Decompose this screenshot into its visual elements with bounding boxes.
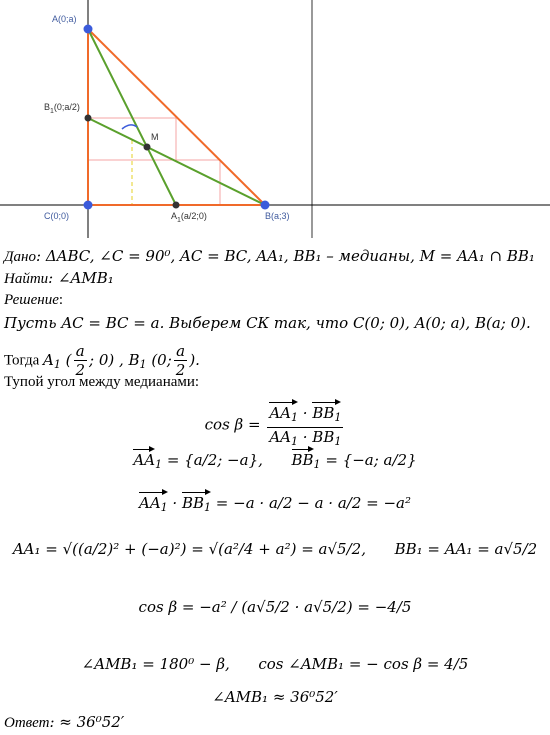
let-text: Пусть AC = BC = a. Выберем СК так, что C(0; 0), A(0; a), B(a; 0). bbox=[4, 314, 531, 332]
let-line bbox=[4, 313, 531, 334]
answer-body: : ≈ 36⁰52′ bbox=[49, 713, 125, 731]
answer-line bbox=[4, 712, 124, 733]
point-a1-coords: $A_1$ ( $\frac{a}{2}$ ; 0) , $B_1$ (0; $\frac{a}{2}$ ). bbox=[42, 342, 200, 379]
solution-label: Решение bbox=[4, 292, 59, 308]
find-line bbox=[4, 268, 114, 289]
geometry-figure bbox=[0, 0, 550, 245]
given-line bbox=[4, 246, 535, 267]
point-c bbox=[84, 201, 93, 210]
label-a1: $A_1(a/2;0)$ bbox=[171, 211, 207, 224]
obtuse-angle-text: Тупой угол между медианами: bbox=[4, 374, 200, 390]
find-label: Найти bbox=[4, 271, 49, 287]
given-body: : ΔABC, ∠C = 90⁰, AC = BC, AA₁, BB₁ – медианы, M = AA₁ ∩ BB₁ bbox=[36, 247, 535, 265]
obtuse-angle-line bbox=[4, 372, 199, 392]
label-b1: $B_1(0;a/2)$ bbox=[44, 102, 80, 115]
dot-product: $AA_1 \cdot BB_1 = -a \cdot a/2 - a \cdot a/2 = -a^2$ bbox=[0, 490, 550, 514]
triangle-abc bbox=[88, 29, 265, 205]
then-label: Тогда bbox=[4, 352, 40, 369]
point-b1 bbox=[85, 115, 92, 122]
vector-coords: $AA_1 = \{a/2$; −a}, $BB_1 = \{-a$; a/2} bbox=[0, 447, 550, 471]
point-m bbox=[144, 144, 151, 151]
label-b: B(a;3) bbox=[265, 211, 290, 221]
lengths-line: AA₁ = √((a/2)² + (−a)²) = √(a²/4 + a²) = a√5/2, BB₁ = AA₁ = a√5/2 bbox=[12, 540, 538, 558]
label-m: M bbox=[151, 132, 159, 142]
angle-arc bbox=[122, 125, 137, 129]
given-label: Дано bbox=[4, 249, 36, 265]
label-c: C(0;0) bbox=[44, 211, 70, 221]
point-a bbox=[84, 25, 93, 34]
angle-result: ∠AMB₁ ≈ 36⁰52′ bbox=[212, 688, 338, 706]
angle-relation: ∠AMB₁ = 180⁰ − β, cos ∠AMB₁ = − cos β = 4/5 bbox=[81, 655, 469, 673]
solution-line: Решение: bbox=[4, 292, 64, 308]
find-body: : ∠AMB₁ bbox=[48, 269, 114, 287]
label-a: A(0;a) bbox=[52, 14, 77, 24]
point-a1 bbox=[173, 202, 180, 209]
cos-beta-formula: cos β = $\frac{AA_1 \cdot BB_1}{AA_1 \cdot BB_1}$ bbox=[0, 400, 550, 451]
cos-beta-result: cos β = −a² / (a√5/2 · a√5/2) = −4/5 bbox=[138, 598, 412, 616]
answer-label: Ответ bbox=[4, 715, 50, 731]
point-b bbox=[261, 201, 270, 210]
